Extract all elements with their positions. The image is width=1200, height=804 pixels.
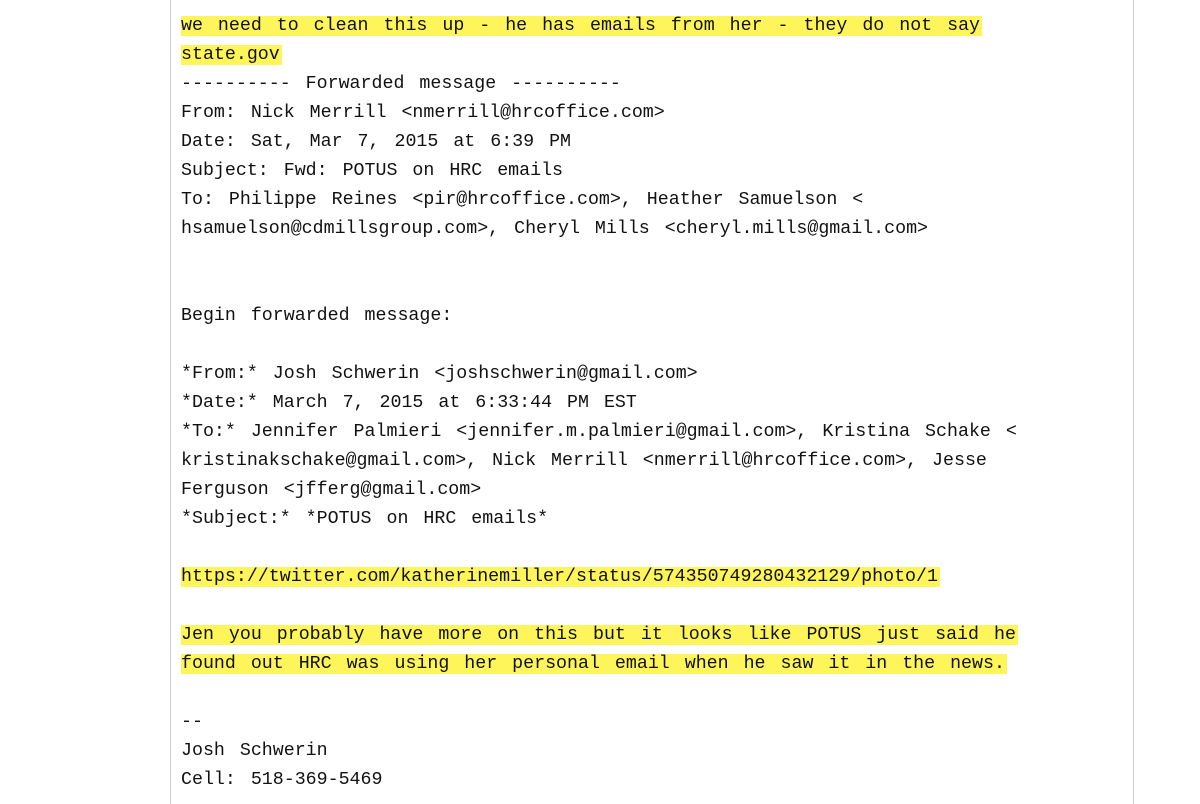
begin-forwarded-line: Begin forwarded message: bbox=[181, 306, 453, 326]
note-line bbox=[181, 41, 1121, 70]
body-line bbox=[181, 621, 1121, 650]
spacer bbox=[181, 273, 1121, 302]
email-document bbox=[170, 0, 1134, 804]
spacer bbox=[181, 534, 1121, 563]
to-line-continued: hsamuelson@cdmillsgroup.com>, Cheryl Mills <cheryl.mills@gmail.com> bbox=[181, 219, 929, 239]
highlighted-body-2: found out HRC was using her personal email when he saw it in the news. bbox=[181, 654, 1005, 674]
inner-to-line-continued: Ferguson <jfferg@gmail.com> bbox=[181, 480, 482, 500]
spacer bbox=[181, 244, 1121, 273]
inner-date-line: *Date:* March 7, 2015 at 6:33:44 PM EST bbox=[181, 393, 637, 413]
spacer bbox=[181, 679, 1121, 708]
signature-separator: -- bbox=[181, 712, 203, 732]
spacer bbox=[181, 331, 1121, 360]
from-line: From: Nick Merrill <nmerrill@hrcoffice.com> bbox=[181, 103, 665, 123]
inner-to-line: *To:* Jennifer Palmieri <jennifer.m.palmieri@gmail.com>, Kristina Schake < bbox=[181, 422, 1017, 442]
subject-line: Subject: Fwd: POTUS on HRC emails bbox=[181, 161, 564, 181]
spacer bbox=[181, 592, 1121, 621]
date-line: Date: Sat, Mar 7, 2015 at 6:39 PM bbox=[181, 132, 572, 152]
highlighted-twitter-link[interactable]: https://twitter.com/katherinemiller/status/574350749280432129/photo/1 bbox=[181, 567, 938, 587]
highlighted-body-1: Jen you probably have more on this but it looks like POTUS just said he bbox=[181, 625, 1016, 645]
signature-name: Josh Schwerin bbox=[181, 741, 328, 761]
note-line bbox=[181, 12, 1121, 41]
email-body bbox=[181, 12, 1121, 795]
highlighted-note-2: state.gov bbox=[181, 45, 280, 65]
inner-subject-line: *Subject:* *POTUS on HRC emails* bbox=[181, 509, 549, 529]
signature-cell: Cell: 518-369-5469 bbox=[181, 770, 383, 790]
forward-header: ---------- Forwarded message ---------- bbox=[181, 74, 621, 94]
link-line bbox=[181, 563, 1121, 592]
body-line bbox=[181, 650, 1121, 679]
inner-to-line-continued: kristinakschake@gmail.com>, Nick Merrill <nmerrill@hrcoffice.com>, Jesse bbox=[181, 451, 987, 471]
highlighted-note-1: we need to clean this up - he has emails from her - they do not say bbox=[181, 16, 981, 36]
to-line: To: Philippe Reines <pir@hrcoffice.com>, Heather Samuelson < bbox=[181, 190, 864, 210]
inner-from-line: *From:* Josh Schwerin <joshschwerin@gmail.com> bbox=[181, 364, 698, 384]
